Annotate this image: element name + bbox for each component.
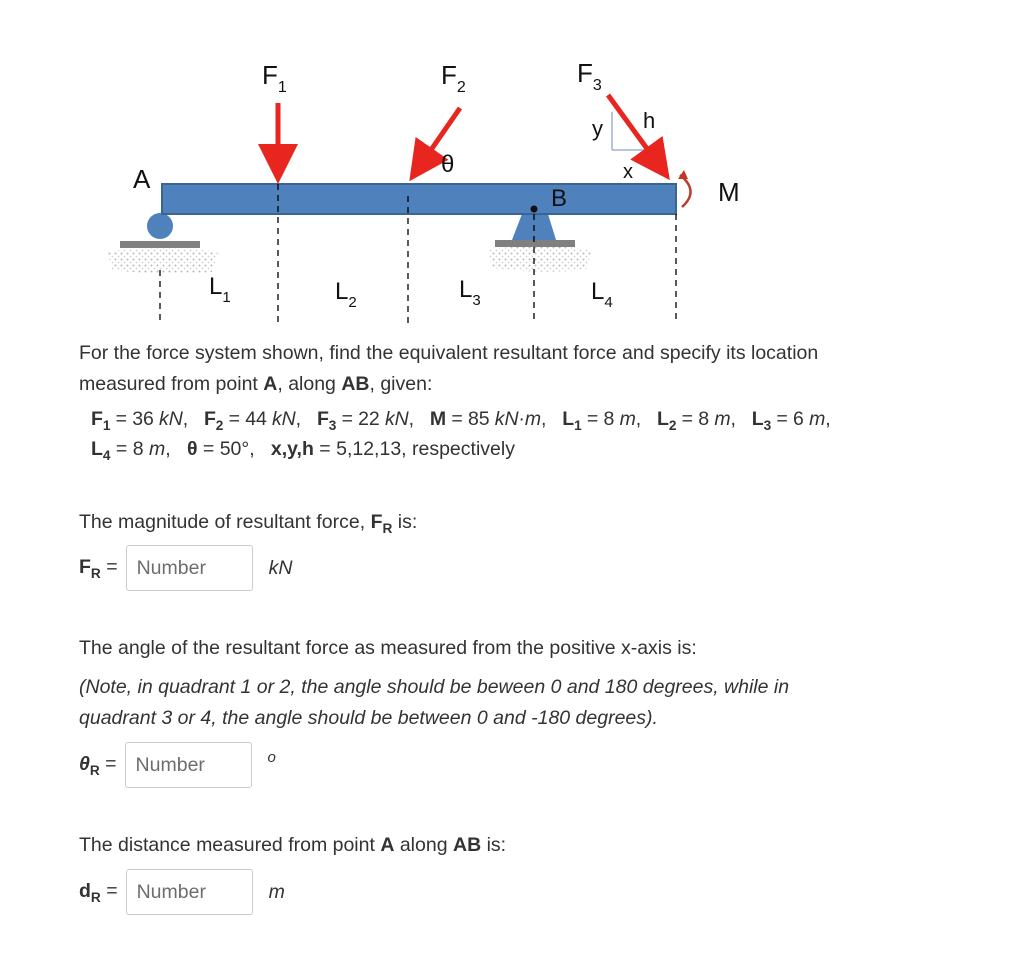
label-theta: θ [441, 151, 455, 178]
q3-answer-row [79, 869, 285, 915]
given-value: = 6 [771, 408, 810, 430]
f3-arrow [608, 95, 664, 172]
label-f3: $F_3$ [577, 58, 602, 94]
ground-a [108, 248, 218, 274]
given-unit: kN [159, 408, 183, 430]
given-value: = 22 [336, 408, 385, 430]
q1-answer-label: $F_R$ = [79, 555, 118, 581]
given-value: = 5,12,13, respectively [313, 438, 515, 460]
theta-r-number-input[interactable] [125, 742, 252, 788]
q2-answer-row [79, 742, 276, 788]
label-m: M [718, 177, 740, 207]
given-separator: , [295, 408, 317, 430]
given-symbol: $L_3$ [751, 408, 772, 433]
q3-prompt [79, 830, 506, 861]
given-unit: m [149, 438, 166, 460]
roller-a [147, 213, 173, 239]
force-system-diagram [0, 0, 1026, 340]
fr-number-input[interactable] [126, 545, 253, 591]
given-separator: , [730, 408, 752, 430]
q1-unit: kN [268, 556, 293, 579]
given-symbol: x,y,h [270, 438, 314, 460]
label-l1: $L_1$ [209, 273, 231, 306]
q1-answer-row [79, 545, 292, 591]
dr-number-input[interactable] [126, 869, 253, 915]
given-separator: , [249, 438, 271, 460]
given-symbol: $F_1$ [91, 408, 111, 433]
pin-b-dot [531, 206, 538, 213]
q3-prompt-text: The distance measured from point [79, 834, 381, 856]
label-l2: $L_2$ [335, 278, 357, 311]
q3-unit: m [268, 880, 285, 903]
given-separator: , [540, 408, 563, 430]
given-value: = 8 [581, 408, 620, 430]
given-value: = 8 [110, 438, 150, 460]
q3-point-a: A [380, 834, 395, 856]
problem-line-2-pre: measured from point [79, 373, 264, 395]
q1-prompt-text: The magnitude of resultant force, [79, 511, 371, 533]
q3-answer-label: $d_R$ = [79, 879, 118, 905]
label-l4: $L_4$ [591, 278, 613, 311]
support-b-plate [495, 240, 575, 247]
given-unit: kN·m [494, 408, 541, 430]
given-symbol: $F_2$ [203, 408, 224, 433]
label-x: x [623, 161, 633, 183]
problem-point-a: A [263, 373, 278, 395]
given-unit: m [619, 408, 636, 430]
q2-note-line-2: quadrant 3 or 4, the angle should be between 0 and -180 degrees). [79, 707, 658, 729]
q1-prompt [79, 507, 417, 544]
q2-unit-degree: o [267, 748, 276, 766]
problem-line-2-mid: , along [277, 373, 342, 395]
given-symbol: $F_3$ [316, 408, 337, 433]
given-symbol: $L_2$ [657, 408, 677, 433]
beam [162, 184, 676, 214]
support-b [488, 214, 592, 272]
given-symbol: $L_4$ [91, 438, 111, 463]
given-symbol: $L_1$ [562, 408, 582, 433]
given-value: = 8 [676, 408, 715, 430]
support-a-plate [120, 241, 200, 248]
given-unit: m [714, 408, 731, 430]
given-symbol: M [429, 408, 447, 430]
label-h: h [643, 108, 656, 133]
given-unit: kN [272, 408, 296, 430]
ground-b [488, 246, 592, 272]
q3-prompt-mid: along [394, 834, 453, 856]
q2-answer-label: $\theta_R$ = [79, 752, 117, 778]
q1-prompt-symbol: F [370, 511, 383, 533]
given-separator: , [165, 438, 187, 460]
given-unit: m [809, 408, 826, 430]
problem-line-1: For the force system shown, find the equivalent resultant force and specify its location [79, 342, 819, 364]
label-y: y [592, 116, 603, 141]
q2-note-line-1: (Note, in quadrant 1 or 2, the angle should be beween 0 and 180 degrees, while in [79, 676, 790, 698]
given-value: = 44 [223, 408, 273, 430]
label-b: B [551, 185, 568, 212]
given-value: = 36 [110, 408, 160, 430]
q3-prompt-end: is: [481, 834, 507, 856]
q1-prompt-end: is: [392, 511, 418, 533]
q2-prompt: The angle of the resultant force as measured from the positive x-axis is: [79, 637, 697, 659]
given-separator: , [408, 408, 430, 430]
given-unit: kN [384, 408, 409, 430]
given-value: = 50° [197, 438, 250, 460]
label-a: A [133, 164, 151, 194]
problem-segment-ab: AB [341, 373, 370, 395]
moment-arrowhead [678, 170, 688, 179]
given-value: = 85 [446, 408, 495, 430]
given-symbol: θ [186, 438, 198, 460]
support-a [108, 213, 218, 274]
q1-prompt-subscript: R [382, 520, 393, 536]
q3-segment-ab: AB [452, 834, 482, 856]
given-separator: , [182, 408, 204, 430]
problem-line-2 [79, 369, 432, 400]
given-separator: , [635, 408, 657, 430]
moment-arrow [680, 175, 691, 207]
given-separator: , [825, 408, 831, 430]
label-f1: $F_1$ [262, 60, 287, 96]
label-l3: $L_3$ [459, 276, 481, 309]
label-f2: $F_2$ [441, 60, 466, 96]
given-values-line-2 [91, 434, 515, 471]
problem-line-2-post: , given: [369, 373, 433, 395]
